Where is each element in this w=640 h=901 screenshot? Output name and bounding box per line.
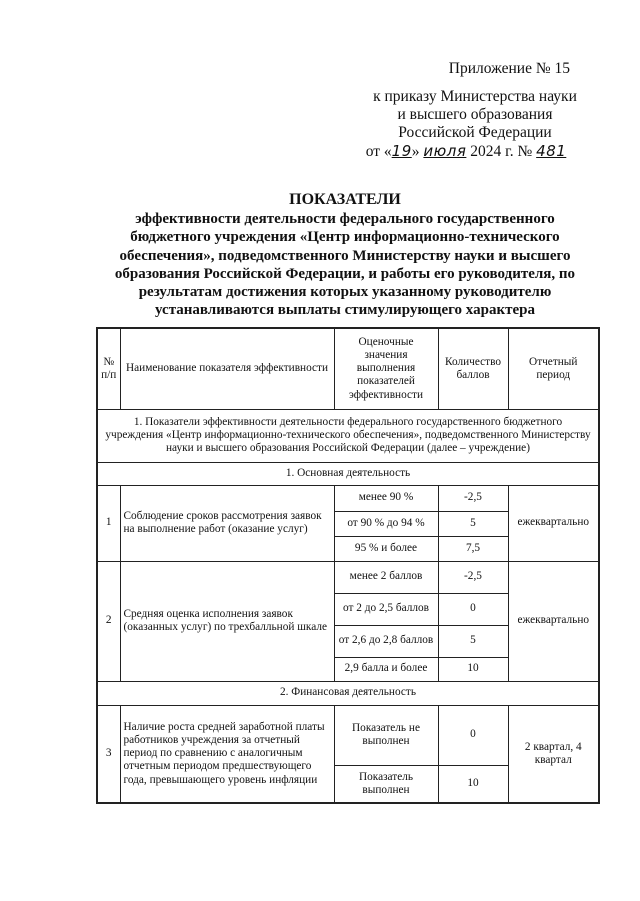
ministry-line: и высшего образования xyxy=(397,106,553,123)
row1-name: Соблюдение сроков рассмотрения заявок на выполнение работ (оказание услуг) xyxy=(120,485,334,561)
row2-points-1: -2,5 xyxy=(438,561,508,593)
table-row xyxy=(97,485,599,511)
row2-value-2: от 2 до 2,5 баллов xyxy=(334,593,438,625)
row3-value-1: Показатель не выполнен xyxy=(334,705,438,765)
order-year: 2024 г. № xyxy=(470,143,533,160)
appendix-header xyxy=(348,60,584,161)
row1-value-1: менее 90 % xyxy=(334,485,438,511)
section-title: 1. Показатели эффективности деятельности федерального государственного бюджетного учреждения «Центр информационно-технического обеспечения», подведомственного Министерству науки и высшего образования Российской Федерации (далее – учреждение) xyxy=(97,409,599,462)
group-row xyxy=(97,681,599,705)
country-line: Российской Федерации xyxy=(398,124,552,141)
header-values: Оценочные значения выполнения показателей эффективности xyxy=(334,328,438,409)
row1-points-3: 7,5 xyxy=(438,536,508,561)
header-num: № п/п xyxy=(97,328,120,409)
order-date-line xyxy=(348,142,584,161)
row3-points-2: 10 xyxy=(438,765,508,803)
row2-period: ежеквартально xyxy=(508,561,599,681)
date-prefix: от « xyxy=(365,143,392,160)
header-name: Наименование показателя эффективности xyxy=(120,328,334,409)
order-number: 481 xyxy=(536,142,567,160)
row1-value-2: от 90 % до 94 % xyxy=(334,511,438,536)
appendix-number: Приложение № 15 xyxy=(448,60,570,77)
row3-name: Наличие роста средней заработной платы работников учреждения за отчетный период по сравнению с аналогичным отчетным периодом предшествующего года, превышающего уровень инфляции xyxy=(120,705,334,803)
row2-value-1: менее 2 баллов xyxy=(334,561,438,593)
document-title xyxy=(95,191,595,319)
indicators-table xyxy=(96,327,600,804)
row3-period: 2 квартал, 4 квартал xyxy=(508,705,599,803)
group-financial-activity: 2. Финансовая деятельность xyxy=(97,681,599,705)
table-row xyxy=(97,561,599,593)
row3-num: 3 xyxy=(97,705,120,803)
order-reference: к приказу Министерства науки xyxy=(373,88,577,105)
row3-value-2: Показатель выполнен xyxy=(334,765,438,803)
row1-value-3: 95 % и более xyxy=(334,536,438,561)
order-day: 19 xyxy=(391,142,412,160)
header-points: Количество баллов xyxy=(438,328,508,409)
row1-points-1: -2,5 xyxy=(438,485,508,511)
group-row xyxy=(97,462,599,485)
row2-points-2: 0 xyxy=(438,593,508,625)
row1-points-2: 5 xyxy=(438,511,508,536)
date-quote: » xyxy=(411,143,420,160)
section-row xyxy=(97,409,599,462)
title-subtitle: эффективности деятельности федерального государственного бюджетного учреждения «Центр информационно-технического обеспечения», подведомственного Министерству науки и высшего образования Российской Федерации, и работы его руководителя, по результатам достижения которых указанному руководителю устанавливаются выплаты стимулирующего характера xyxy=(114,211,576,319)
row3-points-1: 0 xyxy=(438,705,508,765)
row2-points-4: 10 xyxy=(438,657,508,681)
group-main-activity: 1. Основная деятельность xyxy=(97,462,599,485)
row1-num: 1 xyxy=(97,485,120,561)
title-main: ПОКАЗАТЕЛИ xyxy=(289,191,401,208)
row2-value-4: 2,9 балла и более xyxy=(334,657,438,681)
header-period: Отчетный период xyxy=(508,328,599,409)
row2-points-3: 5 xyxy=(438,625,508,657)
table-row xyxy=(97,705,599,765)
row2-num: 2 xyxy=(97,561,120,681)
row1-period: ежеквартально xyxy=(508,485,599,561)
table-header-row xyxy=(97,328,599,409)
order-month: июля xyxy=(423,142,467,160)
row2-value-3: от 2,6 до 2,8 баллов xyxy=(334,625,438,657)
row2-name: Средняя оценка исполнения заявок (оказанных услуг) по трехбалльной шкале xyxy=(120,561,334,681)
